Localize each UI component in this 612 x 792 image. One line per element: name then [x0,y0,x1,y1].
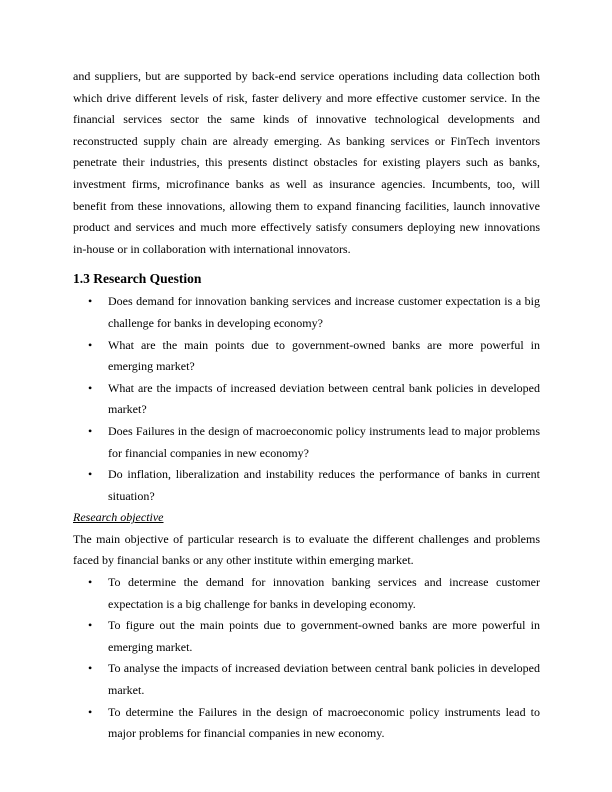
bullet-icon: • [88,380,93,395]
objective-text: To analyse the impacts of increased deviation between central bank policies in developed market. [108,661,540,698]
question-text: What are the impacts of increased deviation between central bank policies in developed market? [108,380,540,417]
objective-subheading: Research objective [73,510,164,525]
question-text: Does Failures in the design of macroeconomic policy instruments lead to major problems for financial companies in new economy? [108,423,540,460]
intro-paragraph: and suppliers, but are supported by back-end service operations including data collection both which drive different levels of risk, faster delivery and more effective customer service. In the financial services sector the same kinds of innovative technological developments and reconstructed supply chain are already emerging. As banking services or FinTech inventors penetrate their industries, this presents distinct obstacles for existing players such as banks, investment firms, microfinance banks as well as insurance agencies. Incumbents, too, will benefit from these innovations, allowing them to expand financing facilities, launch innovative product and services and much more effectively satisfy consumers deploying new innovations in-house or in collaboration with international innovators. [73,69,540,256]
objective-text: To determine the Failures in the design of macroeconomic policy instruments lead to major problems for financial companies in new economy. [108,704,540,741]
bullet-icon: • [88,704,93,719]
bullet-icon: • [88,294,93,309]
list-item [73,702,540,745]
question-text: What are the main points due to government-owned banks are more powerful in emerging market? [108,337,540,374]
objective-paragraph: The main objective of particular research is to evaluate the different challenges and problems faced by financial banks or any other institute within emerging market. [73,531,540,568]
list-item [73,572,540,615]
question-text: Do inflation, liberalization and instability reduces the performance of banks in current situation? [108,467,540,503]
bullet-icon: • [88,618,93,633]
list-item [73,658,540,701]
list-item [73,335,540,378]
question-text: Does demand for innovation banking services and increase customer expectation is a big challenge for banks in developing economy? [108,294,540,330]
list-item [73,291,540,334]
section-heading: 1.3 Research Question [73,271,202,287]
bullet-icon: • [88,423,93,438]
list-item [73,421,540,464]
bullet-icon: • [88,661,93,676]
research-questions-list [73,291,540,507]
document-page [73,66,540,745]
bullet-icon: • [88,467,93,482]
bullet-icon: • [88,575,93,590]
list-item [73,464,540,507]
list-item [73,615,540,658]
list-item [73,378,540,421]
objective-text: To figure out the main points due to government-owned banks are more powerful in emerging market. [108,618,540,654]
bullet-icon: • [88,337,93,352]
objective-text: To determine the demand for innovation banking services and increase customer expectation is a big challenge for banks in developing economy. [108,575,540,611]
research-objectives-list [73,572,540,745]
